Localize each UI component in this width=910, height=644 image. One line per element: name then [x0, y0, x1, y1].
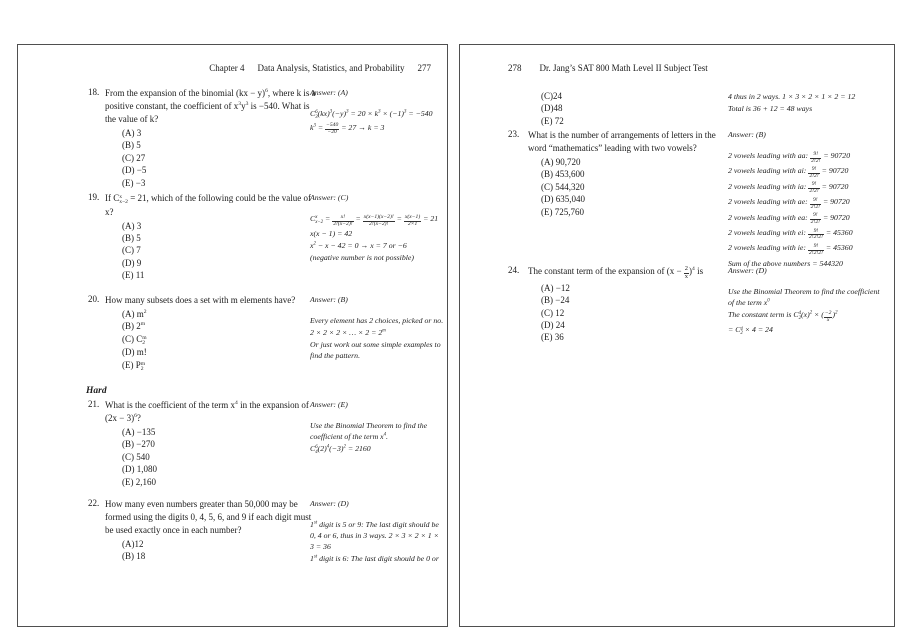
fraction: $\frac{-2}{x}$ [824, 309, 832, 323]
question-number: 24. [508, 265, 520, 275]
answer-line: 2 vowels leading with ie: $\frac{9!}{2!2!2!}$ = 45360 [728, 242, 853, 256]
question-number: 18. [88, 87, 100, 97]
answer-label: Answer: (D) [728, 266, 767, 275]
answer-line: 1st digit is 5 or 9: The last digit should be 0, 4 or 6, thus in 3 ways. 2 × 3 × 2 × 1 × 3 = 36 [310, 520, 439, 551]
answer-label: Answer: (B) [310, 295, 348, 304]
option-item: (B) 18 [122, 551, 146, 562]
answer-line: C 6 4 $(2)^4(-3)^2 = 2160$ [310, 444, 371, 455]
fraction: $\frac{2}{x}$ [684, 265, 689, 281]
answer-line: Use the Binomial Theorem to find the coefficient of the term $x^0$ [728, 287, 880, 307]
sup-sub: m 2 [142, 334, 147, 347]
answer-lines [310, 108, 444, 136]
question-body [105, 294, 319, 372]
page-number: 277 [417, 63, 431, 73]
answer-line: 2 vowels leading with ae: $\frac{9!}{2!2!}$ = 90720 [728, 196, 850, 210]
fraction: $\frac{x(x-1)(x-2)!}{2!(x-2)!}$ [363, 213, 394, 227]
options-list [528, 156, 729, 218]
header-title: Data Analysis, Statistics, and Probability [257, 63, 405, 73]
question-body [528, 129, 729, 218]
answer-line: 2 × 2 × 2 × … × $2 = 2^m$ [310, 328, 386, 337]
option-item: (D)48 [541, 103, 563, 114]
page-content [460, 45, 894, 626]
sup-sub: m 2 [140, 360, 146, 372]
option-item: (C) 12 [541, 307, 565, 318]
fraction: $\frac{x(x-1)}{2\times 1}$ [404, 213, 421, 227]
sup-sub: 6 3 [315, 110, 318, 120]
answer-line: 2 vowels leading with aa: $\frac{9!}{2!2!}$ = 90720 [728, 150, 851, 164]
question-stem: How many even numbers greater than 50,000 may be formed using the digits 0, 4, 5, 6, and 9 if each digit must be used exactly once in each number? [105, 499, 312, 535]
page-number: 278 [508, 63, 522, 73]
answer-line: $x^2 - x - 42 = 0 \to x = 7$ or −6 [310, 241, 407, 251]
answer-line: $k^3$ = $\frac{-540}{-20}$ = 27 → k = 3 [310, 122, 385, 136]
answer-line: 2 vowels leading with ai: $\frac{9!}{2!2!}$ = 90720 [728, 166, 849, 179]
question-number: 23. [508, 129, 520, 139]
answer-label: Answer: (A) [310, 88, 348, 97]
answer-lines [310, 315, 444, 361]
answer-lines [728, 286, 882, 337]
answer-lines [728, 150, 882, 269]
question-body [105, 399, 319, 488]
question-stem: What is the number of arrangements of letters in the word “mathematics” leading with two vowels? [528, 130, 716, 153]
chapter-label: Chapter 4 [209, 63, 245, 73]
option-item: (A) −135 [122, 427, 156, 437]
answer-column [310, 294, 444, 362]
option-item: (D) 24 [541, 320, 565, 331]
options-list [105, 426, 319, 488]
book-page-right [459, 44, 895, 627]
answer-column [310, 399, 444, 457]
question-stem: The constant term of the expansion of (x − $\frac{2}{x}$ )$^4$ is [528, 265, 704, 281]
option-item: (B) −24 [541, 295, 570, 306]
question-number: 20. [88, 294, 100, 304]
fraction: $\frac{9!}{2!2!}$ [810, 212, 820, 225]
answer-column [310, 87, 444, 137]
question-number: 22. [88, 498, 100, 508]
option-item: (C) 544,320 [541, 181, 585, 192]
options-list [105, 538, 319, 563]
fraction: $\frac{9!}{2!2!}$ [811, 150, 821, 164]
option-item: (D) −5 [122, 165, 147, 176]
answer-label: Answer: (C) [310, 193, 349, 202]
answer-line: Or just work out some simple examples to find the pattern. [310, 340, 441, 360]
option-item: (A) 3 [122, 128, 142, 138]
option-item: (A) −12 [541, 282, 570, 293]
question-stem: How many subsets does a set with m elements have? [105, 295, 296, 305]
fraction: $\frac{9!}{2!2!}$ [809, 181, 819, 195]
option-item: (C)24 [541, 91, 562, 101]
answer-column [728, 265, 882, 338]
answer-line: 2 vowels leading with ei: $\frac{9!}{2!2!2!}$ = 45360 [728, 227, 853, 241]
book-page-left [17, 44, 448, 627]
sup-sub: 6 4 [315, 445, 318, 455]
option-item: (A) $m^2$ [122, 309, 147, 319]
question-stem: What is the coefficient of the term $x^4$ in the expansion of $(2x - 3)^6$? [105, 400, 309, 423]
fraction: $\frac{9!}{2!2!2!}$ [808, 227, 823, 241]
option-item: (D) 635,040 [541, 194, 585, 205]
answer-lines [310, 213, 444, 263]
option-item: (A) 3 [122, 220, 142, 231]
question-stem: If C x x−2 = 21, which of the following could be the value of x? [105, 193, 312, 217]
sup-sub: 4 2 [740, 326, 743, 337]
answer-line: C x x−2 = $\frac{x!}{2!(x-2)!}$ = $\frac{x(x-1)(x-2)!}{2!(x-2)!}$ = $\frac{x(x-1)}{2\times 1}$ = 21 [310, 213, 439, 227]
option-item: (E) P m 2 [122, 359, 146, 372]
answer-line: Every element has 2 choices, picked or no. [310, 316, 444, 325]
sup-sub: x x−2 [315, 215, 324, 225]
option-item: (E) 11 [122, 270, 145, 281]
options-list [105, 220, 319, 282]
fraction: $\frac{9!}{2!2!}$ [810, 196, 820, 210]
header-title: Dr. Jang’s SAT 800 Math Level II Subject Test [539, 63, 708, 73]
question-body [105, 498, 319, 563]
answer-label: Answer: (E) [310, 400, 348, 409]
sup-sub: 4 2 [798, 311, 802, 321]
question-number: 21. [88, 399, 100, 409]
option-item: (D) 1,080 [122, 464, 157, 475]
option-item: (E) 725,760 [541, 206, 584, 217]
answer-lines [310, 519, 444, 564]
answer-lines [310, 420, 444, 456]
option-item: (E) 72 [541, 115, 564, 126]
option-item: (B) 5 [122, 232, 141, 243]
answer-line: = C 4 2 × 4 = 24 [728, 325, 773, 337]
answer-column [728, 89, 882, 115]
answer-line: Use the Binomial Theorem to find the coefficient of the term $x^4$. [310, 421, 428, 441]
option-item: (C) 540 [122, 451, 150, 462]
answer-column [310, 498, 444, 565]
answer-line: (negative number is not possible) [310, 253, 414, 263]
answer-line: x(x − 1) = 42 [310, 229, 353, 239]
option-item: (D) m! [122, 347, 147, 358]
option-item: (C) 7 [122, 245, 141, 256]
option-item: (B) 453,600 [541, 169, 585, 180]
answer-line: Total is 36 + 12 = 48 ways [728, 104, 813, 113]
answer-line: 2 vowels leading with ea: $\frac{9!}{2!2!}$ = 90720 [728, 212, 850, 225]
option-item: (A) 90,720 [541, 157, 581, 167]
answer-lines [728, 91, 882, 114]
fraction: $\frac{x!}{2!(x-2)!}$ [333, 213, 353, 227]
option-item: (C) C m 2 [122, 333, 147, 347]
option-item: (B) 2$^m$ [122, 321, 146, 332]
question-body [105, 192, 319, 282]
option-item: (B) −270 [122, 439, 155, 450]
fraction: $\frac{9!}{2!2!2!}$ [808, 242, 823, 256]
section-label: Hard [86, 386, 107, 396]
sup-sub: x x−2 [119, 193, 128, 206]
option-item: (C) 27 [122, 152, 146, 163]
question-number: 19. [88, 192, 100, 202]
option-item: (B) 5 [122, 140, 141, 151]
question-body [105, 87, 319, 189]
answer-line: C 6 3 $(kx)^3(-y)^3 = 20 \times k^3 \times (-1)^3 = -540$ [310, 109, 433, 120]
options-list [105, 308, 319, 372]
options-list [528, 282, 729, 344]
page-content [18, 45, 447, 626]
options-list [528, 90, 729, 127]
fraction: $\frac{9!}{2!2!}$ [809, 166, 819, 179]
answer-line: 4 thus in 2 ways. 1 × 3 × 2 × 1 × 2 = 12 [728, 92, 856, 101]
answer-label: Answer: (B) [728, 130, 766, 139]
option-item: (E) 2,160 [122, 476, 156, 487]
option-item: (E) 36 [541, 332, 564, 343]
answer-line: 1st digit is 6: The last digit should be 0 or [310, 554, 439, 563]
option-item: (A)12 [122, 539, 144, 549]
fraction: $\frac{-540}{-20}$ [326, 122, 339, 136]
answer-column [310, 192, 444, 264]
answer-line: 2 vowels leading with ia: $\frac{9!}{2!2!}$ = 90720 [728, 181, 849, 195]
answer-label: Answer: (D) [310, 499, 349, 508]
option-item: (D) 9 [122, 257, 142, 268]
option-item: (E) −3 [122, 177, 146, 188]
question-stem: From the expansion of the binomial (kx − y)$^6$, where k is a positive constant, the coefficient of $x^3y^3$ is −540. What is the value of k? [105, 88, 316, 124]
question-body [528, 265, 729, 344]
answer-column [728, 129, 882, 270]
options-list [105, 127, 319, 189]
answer-line: Sum of the above numbers = 544320 [728, 258, 843, 268]
question-body [528, 89, 729, 127]
answer-line: The constant term is C 4 2 $(x)^2$ × ( $\frac{-2}{x}$ )$^2$ [728, 309, 838, 323]
